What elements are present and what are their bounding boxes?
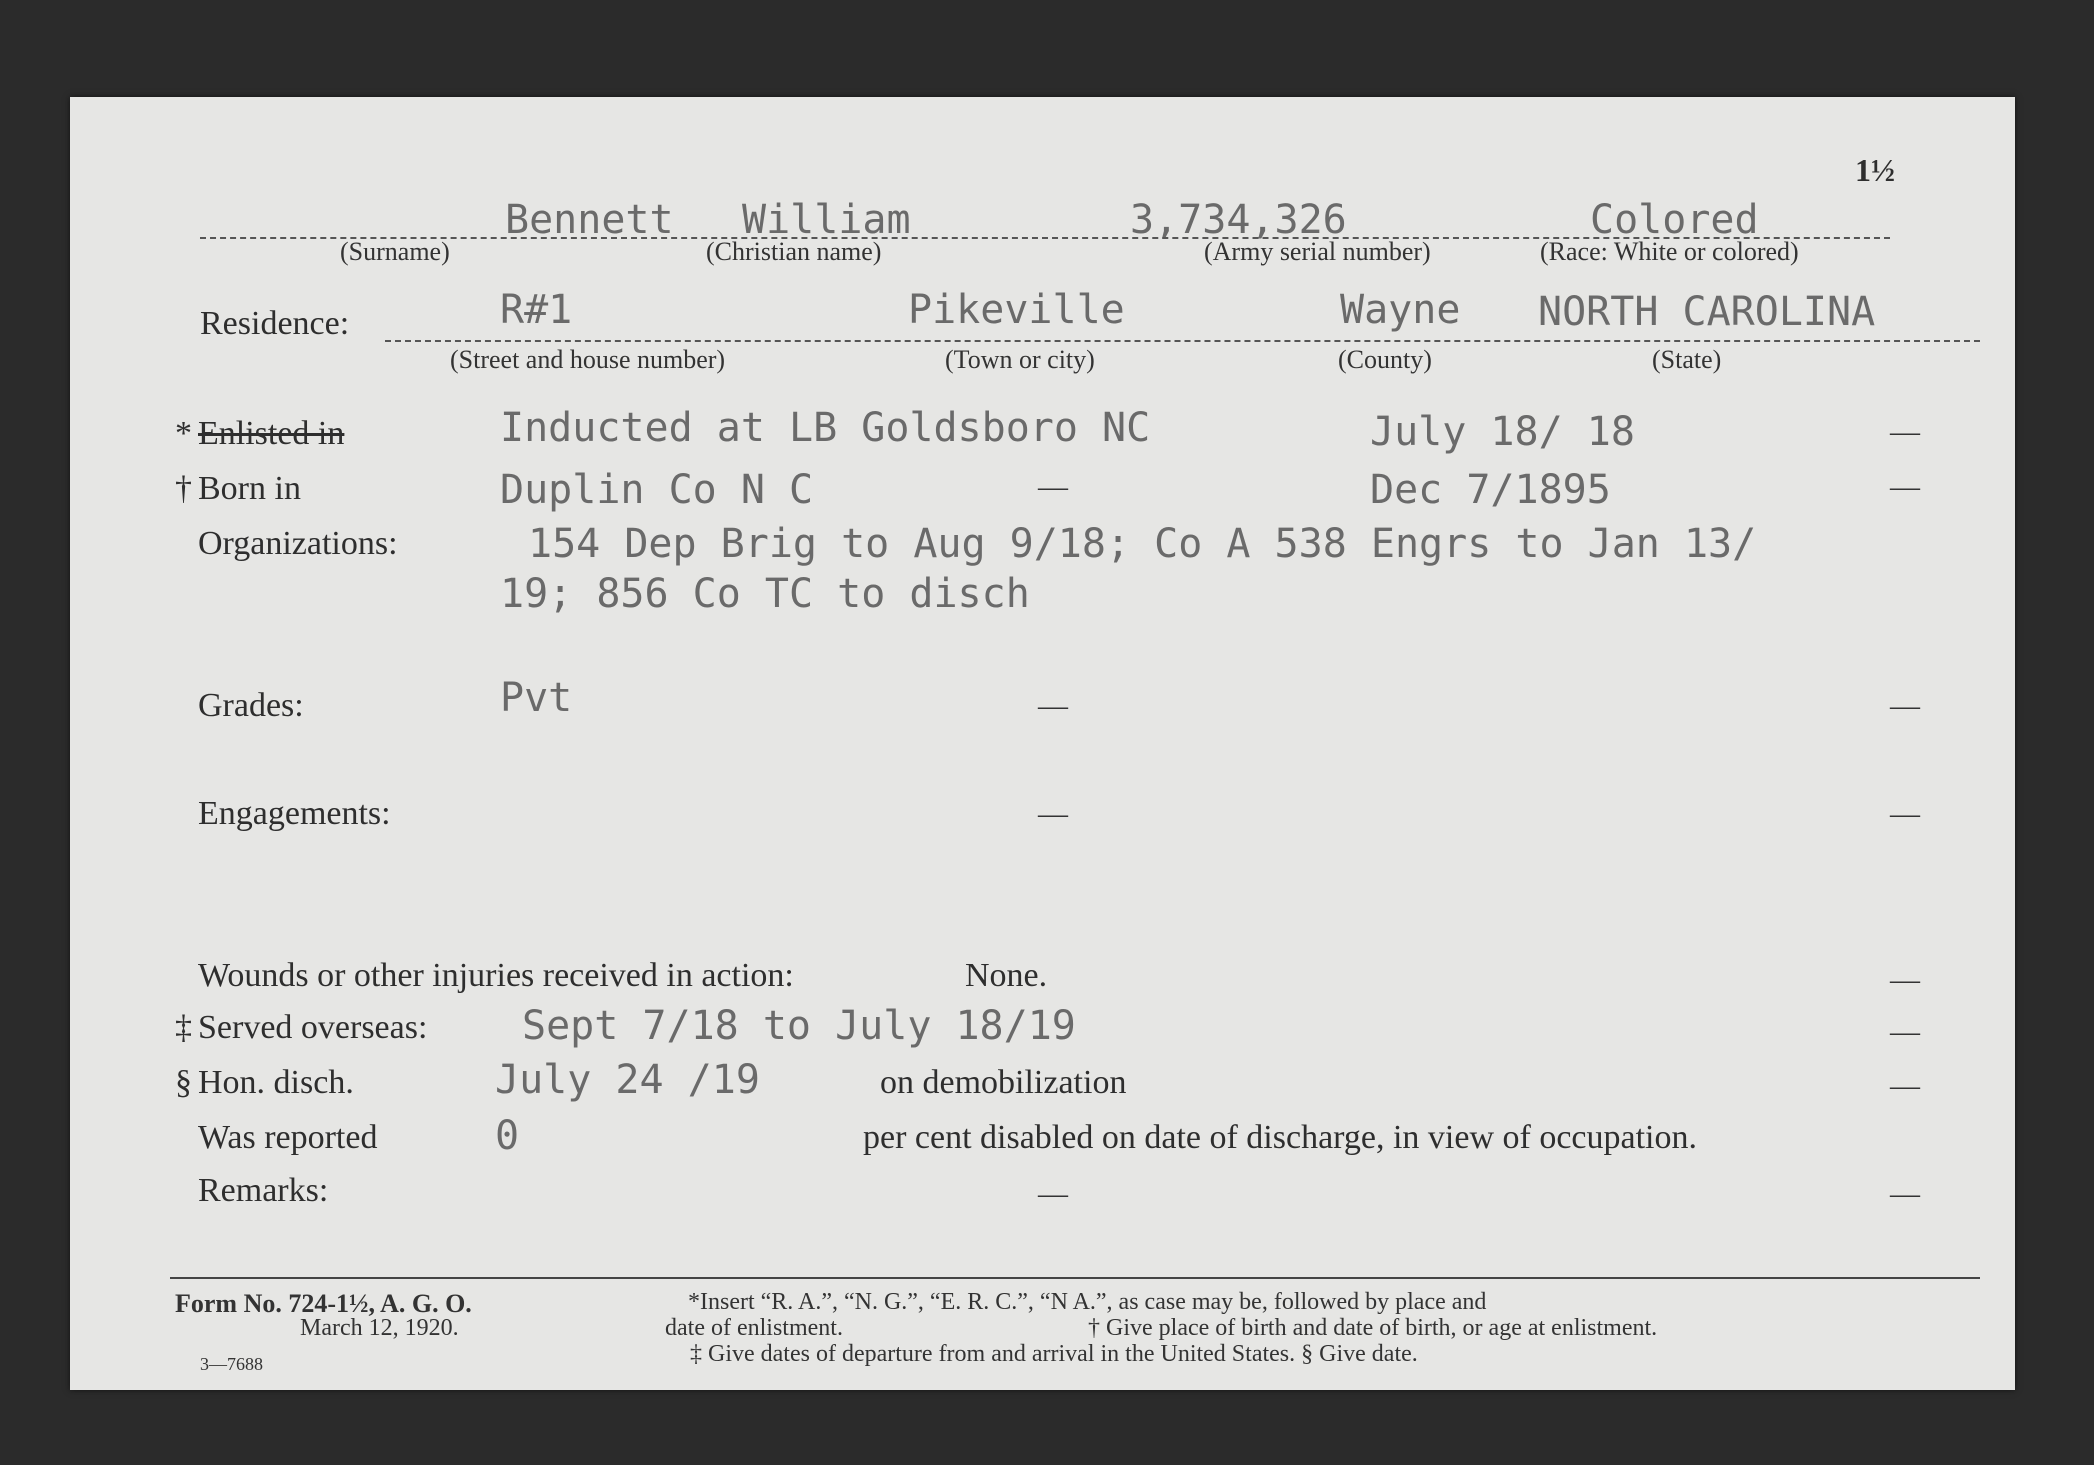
surname-label: (Surname) <box>340 237 450 266</box>
engagements-end-dash: — <box>1890 797 1920 830</box>
overseas-value: Sept 7/18 to July 18/19 <box>522 1003 1076 1049</box>
christian-name-value: William <box>742 197 911 243</box>
enlisted-label: Enlisted in <box>198 415 345 452</box>
form-date: March 12, 1920. <box>300 1315 459 1341</box>
corner-mark: 1½ <box>1855 152 1895 188</box>
overseas-marker: ‡ <box>175 1009 192 1046</box>
town-label: (Town or city) <box>945 345 1095 374</box>
reported-text: per cent disabled on date of discharge, in view of occupation. <box>863 1119 1697 1156</box>
grades-label: Grades: <box>198 687 304 724</box>
reported-value: 0 <box>495 1113 520 1159</box>
discharge-end-dash: — <box>1890 1069 1920 1102</box>
form-number: Form No. 724-1½, A. G. O. <box>175 1289 472 1318</box>
service-record-card <box>70 97 2015 1390</box>
organizations-line1: 154 Dep Brig to Aug 9/18; Co A 538 Engrs to Jan 13/ <box>528 521 1757 567</box>
print-code: 3—7688 <box>200 1354 263 1374</box>
grades-value: Pvt <box>500 675 573 721</box>
remarks-mid-dash: — <box>1038 1177 1068 1210</box>
race-label: (Race: White or colored) <box>1540 237 1799 266</box>
footer-rule <box>170 1277 1980 1279</box>
grades-end-dash: — <box>1890 689 1920 722</box>
enlisted-marker: * <box>175 415 192 452</box>
wounds-end-dash: — <box>1890 963 1920 996</box>
footer-note-line3: ‡ Give dates of departure from and arrival in the United States. § Give date. <box>690 1341 1418 1367</box>
organizations-line2: 19; 856 Co TC to disch <box>500 571 1030 617</box>
enlisted-date: July 18/ 18 <box>1370 409 1635 455</box>
surname-value: Bennett <box>505 197 674 243</box>
wounds-label: Wounds or other injuries received in action: <box>198 957 794 994</box>
footer-note-line2a: date of enlistment. <box>665 1315 843 1341</box>
overseas-label: Served overseas: <box>198 1009 428 1046</box>
serial-number-value: 3,734,326 <box>1130 197 1347 243</box>
enlisted-value: Inducted at LB Goldsboro NC <box>500 405 1151 451</box>
born-marker: † <box>175 470 192 507</box>
remarks-label: Remarks: <box>198 1172 329 1209</box>
discharge-label: Hon. disch. <box>198 1064 354 1101</box>
born-end-dash: — <box>1890 470 1920 503</box>
serial-number-label: (Army serial number) <box>1204 237 1431 266</box>
footer-note-line1: *Insert “R. A.”, “N. G.”, “E. R. C.”, “N A.”, as case may be, followed by place and <box>688 1289 1487 1315</box>
enlisted-end-dash: — <box>1890 415 1920 448</box>
overseas-end-dash: — <box>1890 1015 1920 1048</box>
born-date: Dec 7/1895 <box>1370 467 1611 513</box>
organizations-label: Organizations: <box>198 525 398 562</box>
grades-mid-dash: — <box>1038 689 1068 722</box>
county-value: Wayne <box>1340 287 1461 333</box>
footer-note-line2b: † Give place of birth and date of birth, or age at enlistment. <box>1088 1315 1658 1341</box>
race-value: Colored <box>1590 197 1759 243</box>
street-value: R#1 <box>500 287 573 333</box>
christian-name-label: (Christian name) <box>706 237 882 266</box>
engagements-label: Engagements: <box>198 795 391 832</box>
town-value: Pikeville <box>908 287 1125 333</box>
street-label: (Street and house number) <box>450 345 726 374</box>
born-label: Born in <box>198 470 301 507</box>
county-label: (County) <box>1338 345 1432 374</box>
remarks-end-dash: — <box>1890 1177 1920 1210</box>
residence-line <box>385 340 1980 342</box>
discharge-marker: § <box>175 1064 192 1101</box>
born-value: Duplin Co N C <box>500 467 814 513</box>
state-value: NORTH CAROLINA <box>1538 289 1876 335</box>
discharge-value: July 24 /19 <box>495 1057 760 1103</box>
state-label: (State) <box>1652 345 1722 374</box>
born-mid-dash: — <box>1038 470 1068 503</box>
discharge-note: on demobilization <box>880 1064 1127 1101</box>
engagements-mid-dash: — <box>1038 797 1068 830</box>
residence-label: Residence: <box>200 305 350 342</box>
reported-label: Was reported <box>198 1119 378 1156</box>
wounds-value: None. <box>965 957 1048 994</box>
